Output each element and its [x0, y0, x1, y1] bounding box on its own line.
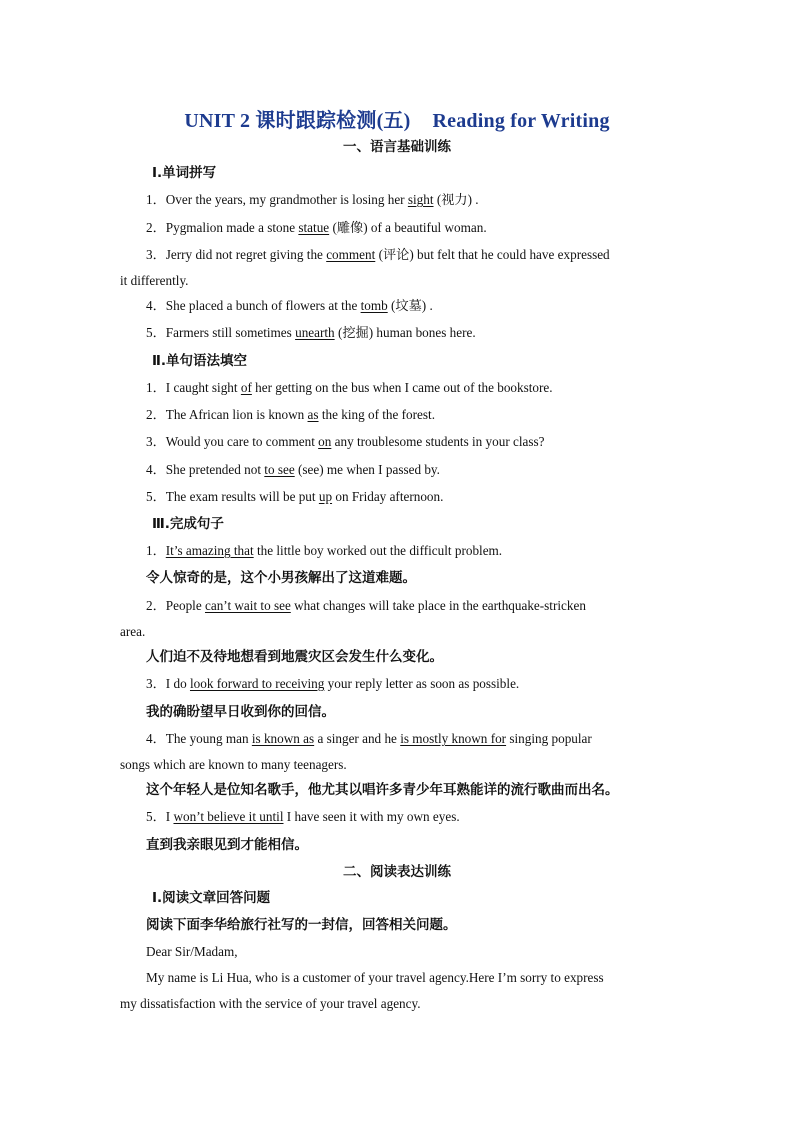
reading-intro: 阅读下面李华给旅行社写的一封信，回答相关问题。: [146, 917, 457, 933]
answer: tomb: [360, 298, 388, 313]
reading-label: Ⅰ.阅读文章回答问题: [152, 890, 271, 906]
question-2-3: 3．Would you care to comment on any troublesome students in your class?: [146, 434, 545, 449]
question-1-2: 2．Pygmalion made a stone statue (雕像) of a beautiful woman.: [146, 220, 487, 235]
question-3-1: 1．It’s amazing that the little boy worked out the difficult problem.: [146, 543, 503, 558]
question-3-1-chinese: 令人惊奇的是，这个小男孩解出了这道难题。: [146, 570, 416, 586]
answer: look forward to receiving: [189, 676, 325, 691]
letter-salutation: Dear Sir/Madam,: [146, 944, 238, 959]
section-heading-2: 二、阅读表达训练: [343, 864, 451, 880]
question-2-1: 1．I caught sight of her getting on the bus when I came out of the bookstore.: [146, 380, 553, 395]
question-1-1: 1．Over the years, my grandmother is losing her sight (视力) .: [146, 192, 479, 207]
question-2-2: 2．The African lion is known as the king of the forest.: [146, 407, 435, 422]
question-3-2-continued: area.: [120, 624, 146, 639]
answer: on: [318, 434, 332, 449]
question-3-4-chinese: 这个年轻人是位知名歌手，他尤其以唱许多青少年耳熟能详的流行歌曲而出名。: [146, 782, 619, 798]
question-3-2: 2．People can’t wait to see what changes will take place in the earthquake-stricken: [146, 598, 586, 613]
question-3-5-chinese: 直到我亲眼见到才能相信。: [146, 837, 308, 853]
question-3-2-chinese: 人们迫不及待地想看到地震灾区会发生什么变化。: [146, 649, 443, 665]
title-unit: UNIT 2 课时跟踪检测(五): [184, 110, 411, 132]
section-heading-1: 一、语言基础训练: [343, 139, 451, 155]
answer: statue: [298, 220, 330, 235]
question-3-3-chinese: 我的确盼望早日收到你的回信。: [146, 704, 335, 720]
answer: up: [318, 489, 333, 504]
answer: as: [307, 407, 319, 422]
answer: sight: [407, 192, 434, 207]
part3-label: Ⅲ.完成句子: [152, 516, 224, 532]
answer: unearth: [295, 325, 335, 340]
question-1-4: 4．She placed a bunch of flowers at the tomb (坟墓) .: [146, 298, 433, 313]
title-topic: Reading for Writing: [432, 110, 610, 132]
question-3-4: 4．The young man is known as a singer and he is mostly known for singing popular: [146, 731, 592, 746]
answer: won’t believe it until: [173, 809, 284, 824]
question-1-5: 5．Farmers still sometimes unearth (挖掘) human bones here.: [146, 325, 476, 340]
letter-paragraph-line-2: my dissatisfaction with the service of your travel agency.: [120, 996, 421, 1011]
letter-paragraph-line-1: My name is Li Hua, who is a customer of your travel agency.Here I’m sorry to express: [146, 970, 604, 985]
question-2-5: 5．The exam results will be put up on Friday afternoon.: [146, 489, 444, 504]
question-3-3: 3．I do look forward to receiving your reply letter as soon as possible.: [146, 676, 520, 691]
answer: comment: [326, 247, 376, 262]
question-1-3: 3．Jerry did not regret giving the comment (评论) but felt that he could have expressed: [146, 247, 610, 262]
answer: It’s amazing that: [165, 543, 254, 558]
page-title: [0, 104, 794, 133]
question-3-5: 5．I won’t believe it until I have seen it with my own eyes.: [146, 809, 460, 824]
answer: can’t wait to see: [204, 598, 291, 613]
answer: is known as: [251, 731, 315, 746]
part2-label: Ⅱ.单句语法填空: [152, 353, 248, 369]
answer: of: [240, 380, 252, 395]
answer-2: is mostly known for: [400, 731, 507, 746]
answer: to see: [264, 462, 295, 477]
part1-label: Ⅰ.单词拼写: [152, 165, 217, 181]
question-3-4-continued: songs which are known to many teenagers.: [120, 757, 347, 772]
question-2-4: 4．She pretended not to see (see) me when I passed by.: [146, 462, 440, 477]
question-1-3-continued: it differently.: [120, 273, 189, 288]
